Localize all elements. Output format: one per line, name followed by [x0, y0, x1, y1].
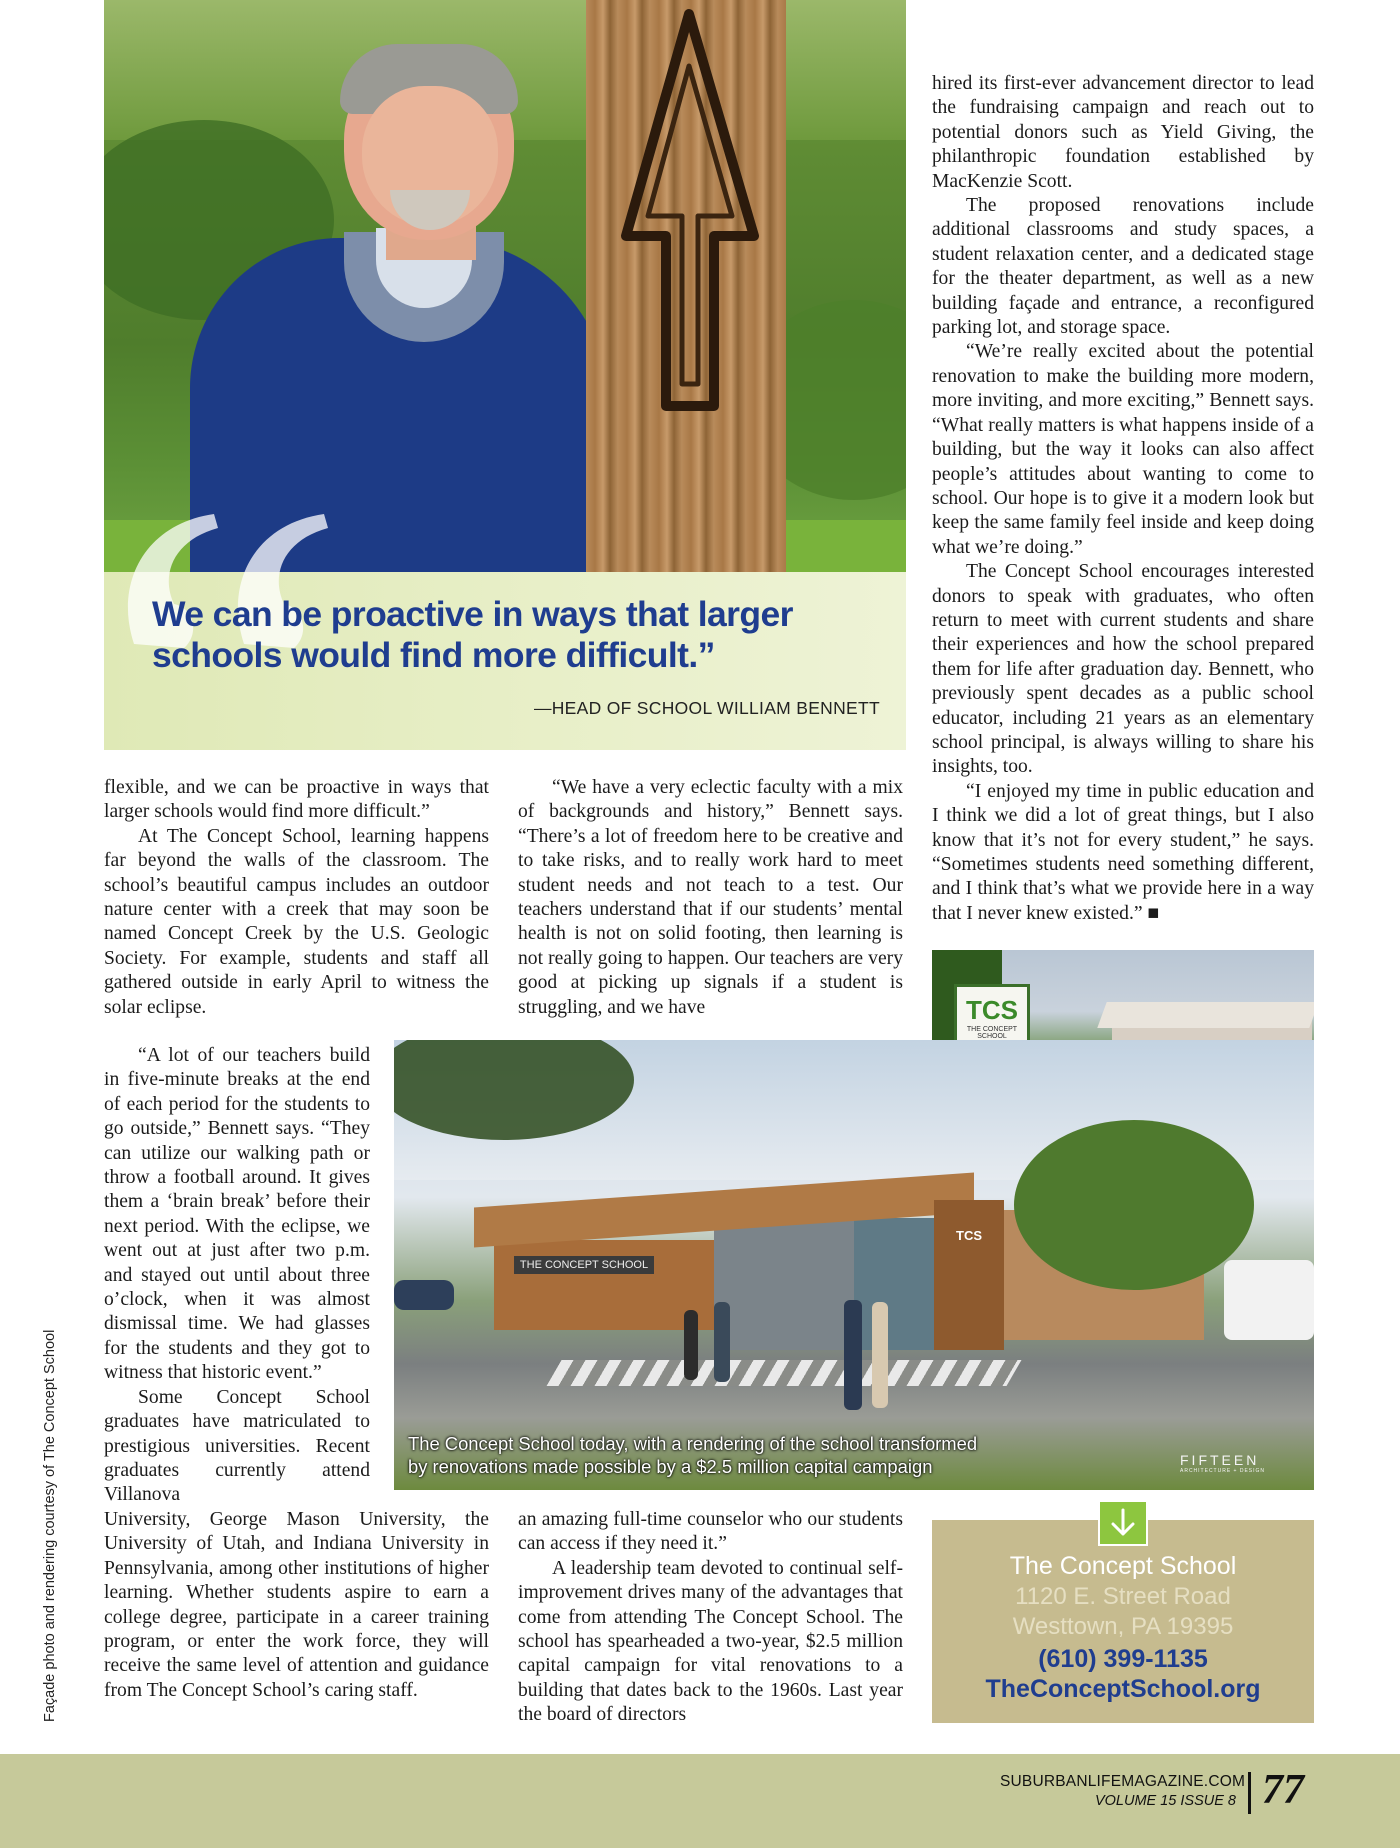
hero-photo-bennett — [104, 0, 906, 572]
sign-logo: TCS — [966, 995, 1018, 1025]
info-arrow-badge — [1098, 1500, 1148, 1546]
architect-tagline: ARCHITECTURE + DESIGN — [1180, 1468, 1266, 1474]
article-col3 — [932, 72, 1314, 926]
article-col2-bottom — [518, 1508, 903, 1728]
paragraph: At The Concept School, learning happens far beyond the walls of the classroom. The school’s beautiful campus includes an outdoor nature center with a creek that may soon be named Concept Creek by the U.S. Geologic Society. For example, students and staff all gathered outside in early April to witness the solar eclipse. — [104, 825, 489, 1018]
info-address-line1: 1120 E. Street Road — [1015, 1583, 1231, 1610]
info-school-name: The Concept School — [1009, 1552, 1237, 1580]
pull-quote-text: We can be proactive in ways that larger schools would find more difficult.” — [152, 594, 793, 675]
paragraph: “I enjoyed my time in public education and I think we did a lot of great things, but I also know that it’s not for every student,” he says. “Sometimes students need something different, and I think that’s what we provide here in a way that I never knew existed.” ■ — [932, 780, 1314, 924]
paragraph: flexible, and we can be proactive in ways that larger schools would find more difficult.” — [104, 777, 489, 823]
footer-website: SUBURBANLIFEMAGAZINE.COM — [1000, 1773, 1246, 1790]
arrow-down-icon — [1100, 1502, 1146, 1544]
info-phone: (610) 399-1135 — [1038, 1645, 1208, 1673]
building-sign-plate — [514, 1256, 654, 1274]
pedestrian — [872, 1302, 888, 1408]
footer-volume-issue: VOLUME 15 ISSUE 8 — [1094, 1793, 1236, 1809]
building-logo: TCS — [956, 1228, 982, 1243]
paragraph: Some Concept School graduates have matriculated to prestigious universities. Recent graduates currently attend Villanova — [104, 1386, 370, 1506]
article-col1-bottom — [104, 1508, 489, 1703]
building-tower — [934, 1200, 1004, 1350]
info-website-link[interactable]: TheConceptSchool.org — [985, 1675, 1261, 1703]
renovation-rendering — [394, 1040, 1314, 1490]
article-col2-top — [518, 776, 903, 1020]
architect-logo — [1180, 1452, 1290, 1474]
footer-divider — [1248, 1772, 1251, 1814]
tree — [1014, 1120, 1254, 1290]
photo-caption — [408, 1432, 1048, 1478]
car — [394, 1280, 454, 1310]
paragraph: The proposed renovations include additional classrooms and study spaces, a student relaxation center, and a dedicated stage for the theater department, as well as a new building façade and entrance, a reconfigured parking lot, and storage space. — [932, 195, 1314, 339]
pedestrian — [844, 1300, 862, 1410]
paragraph: an amazing full-time counselor who our students can access if they need it.” — [518, 1509, 903, 1555]
sign-name: THE CONCEPT SCHOOL — [966, 1026, 1018, 1040]
pull-quote-attribution: —HEAD OF SCHOOL WILLIAM BENNETT — [533, 698, 880, 718]
paragraph: University, George Mason University, the University of Utah, and Indiana University in Pennsylvania, among other institutions of higher learning. Whether students aspire to earn a college degree, participate in a career training program, or enter the work force, they will receive the same level of attention and guidance from The Concept School’s caring staff. — [104, 1509, 489, 1701]
building-sign: THE CONCEPT SCHOOL — [519, 1259, 649, 1271]
paragraph: hired its first-ever advancement director to lead the fundraising campaign and reach out to potential donors such as Yield Giving, the philanthropic foundation established by MacKenzie Scott. — [932, 73, 1314, 192]
pedestrian — [714, 1302, 730, 1382]
photo-credit: Façade photo and rendering courtesy of The Concept School — [42, 1329, 58, 1722]
architect-name: FIFTEEN — [1180, 1452, 1260, 1468]
paragraph: “We’re really excited about the potential renovation to make the building more modern, more inviting, and more exciting,” Bennett says. “What really matters is what happens inside of a building, but the way it looks can also affect people’s attitudes about wanting to come to school. Our hope is to give it a modern look but keep the same family feel inside and keep doing what we’re doing.” — [932, 341, 1314, 558]
van — [1224, 1260, 1314, 1340]
paragraph: A leadership team devoted to continual self-improvement drives many of the advantages that come from attending The Concept School. The school has spearheaded a two-year, $2.5 million capital campaign for vital renovations to a building that dates back to the 1960s. Last year the board of directors — [518, 1557, 903, 1726]
info-address-line2: Westtown, PA 19395 — [1012, 1613, 1234, 1640]
caption-line: by renovations made possible by a $2.5 million capital campaign — [408, 1456, 933, 1477]
paragraph: “We have a very eclectic faculty with a mix of backgrounds and history,” Bennett says. “There’s a lot of freedom here to be creative and to take risks, and to really work hard to meet student needs and not teach to a test. Our teachers understand that if our students’ mental health is not on solid footing, then learning is not really going to happen. Our teachers are very good at picking up signals if a student is struggling, and we have — [518, 777, 903, 1018]
pedestrian — [684, 1310, 698, 1380]
building-glass-entrance — [854, 1218, 934, 1350]
paragraph: “A lot of our teachers build in five-minute breaks at the end of each period for the students to go outside,” Bennett says. “They can utilize our walking path or throw a football around. It gives them a ‘brain break’ before their next period. With the eclipse, we went out at just after two p.m. and stayed out until about three o’clock, when it was almost dismissal time. We had glasses for the students and they got to witness that historic event.” — [104, 1045, 370, 1384]
carved-arrow-icon — [614, 6, 764, 426]
article-col1-narrow — [104, 1044, 370, 1508]
crosswalk — [546, 1360, 1021, 1386]
paragraph: The Concept School encourages interested donors to speak with graduates, who often return to meet with current students and share their experiences and how the school prepared them for life after graduation day. Bennett, who previously spent decades as a public school educator, including 21 years as an elementary school principal, is always willing to share his insights, too. — [932, 561, 1314, 778]
article-col1-top — [104, 776, 489, 1020]
building-panels — [714, 1210, 854, 1350]
caption-line: The Concept School today, with a rendering of the school transformed — [408, 1433, 978, 1454]
school-roof — [1097, 1002, 1314, 1028]
page-number: 77 — [1262, 1767, 1304, 1813]
